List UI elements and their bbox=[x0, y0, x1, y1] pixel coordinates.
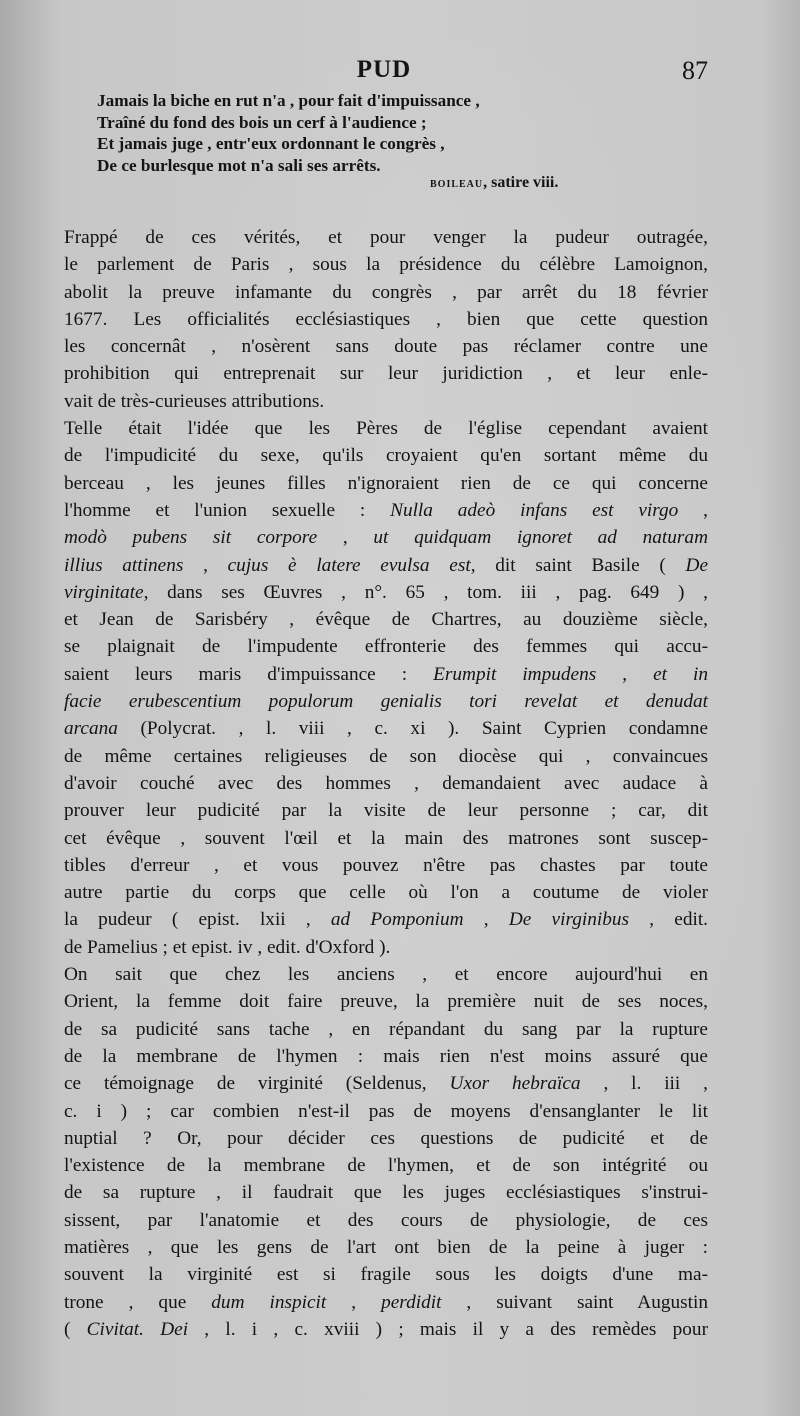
text-line bbox=[64, 661, 708, 688]
text-line bbox=[64, 1234, 708, 1261]
text-line bbox=[64, 879, 708, 906]
text-line bbox=[64, 279, 708, 306]
text-line bbox=[64, 1016, 708, 1043]
text-segment: Telle était l'idée que les Pères de l'église cependant avaient bbox=[64, 418, 708, 440]
running-head-title: PUD bbox=[356, 56, 412, 83]
text-segment: , bbox=[326, 1291, 382, 1313]
text-segment: , bbox=[678, 499, 708, 521]
text-segment: , l. i , c. xviii ) ; mais il y a des remèdes pour bbox=[188, 1318, 708, 1340]
italic-text: ut quidquam ignoret ad naturam bbox=[373, 527, 708, 549]
verse-line: Et jamais juge , entr'eux ordonnant le congrès , bbox=[97, 134, 445, 153]
text-line bbox=[64, 1152, 708, 1179]
italic-text: facie erubescentium populorum genialis tori revelat et denudat bbox=[64, 691, 708, 713]
text-segment: prohibition qui entreprenait sur leur juridiction , et leur enle- bbox=[64, 363, 708, 385]
epigraph-verse bbox=[97, 90, 567, 176]
text-segment: de l'impudicité du sexe, qu'ils croyaient qu'en sortant même du bbox=[64, 445, 708, 467]
text-segment: l'homme et l'union sexuelle : bbox=[64, 499, 391, 521]
text-line bbox=[64, 360, 708, 387]
text-segment: tibles d'erreur , et vous pouvez n'être pas chastes par toute bbox=[64, 854, 708, 876]
text-segment: le parlement de Paris , sous la présidence du célèbre Lamoignon, bbox=[64, 254, 708, 276]
text-line bbox=[64, 251, 708, 278]
text-segment: saient leurs maris d'impuissance : bbox=[64, 663, 434, 685]
text-line bbox=[64, 1043, 708, 1070]
verse-line: De ce burlesque mot n'a sali ses arrêts. bbox=[97, 155, 381, 175]
text-line bbox=[64, 1070, 708, 1097]
verse-line: Traîné du fond des bois un cerf à l'audience ; bbox=[97, 112, 427, 132]
epigraph-author: boileau bbox=[430, 176, 484, 191]
running-head bbox=[60, 56, 708, 92]
text-line bbox=[64, 1289, 708, 1316]
text-segment: berceau , les jeunes filles n'ignoraient rien de ce qui concerne bbox=[64, 472, 708, 494]
text-line bbox=[64, 224, 708, 251]
text-line bbox=[64, 415, 708, 442]
text-segment: autre partie du corps que celle où l'on a coutume de violer bbox=[64, 882, 708, 904]
text-line bbox=[64, 442, 708, 469]
text-segment: Orient, la femme doit faire preuve, la première nuit de ses noces, bbox=[64, 991, 708, 1013]
italic-text: dum inspicit bbox=[211, 1291, 327, 1313]
italic-text: De virginibus bbox=[508, 909, 630, 931]
italic-text: Uxor hebraïca bbox=[449, 1073, 581, 1095]
text-segment: vait de très-curieuses attributions. bbox=[64, 390, 325, 412]
text-line bbox=[64, 579, 708, 606]
text-line bbox=[64, 1098, 708, 1125]
text-line bbox=[64, 797, 708, 824]
text-segment: de la membrane de l'hymen : mais rien n'est moins assuré que bbox=[64, 1045, 708, 1067]
body-text bbox=[64, 224, 709, 1340]
text-line bbox=[64, 470, 708, 497]
text-segment: de sa pudicité sans tache , en répandant du sang par la rupture bbox=[64, 1018, 708, 1040]
text-line bbox=[64, 1179, 708, 1206]
text-line bbox=[64, 961, 708, 988]
text-segment: , edit. bbox=[629, 909, 709, 931]
text-segment: (Polycrat. , l. viii , c. xi ). Saint Cyprien condamne bbox=[117, 718, 708, 740]
text-line bbox=[64, 1207, 708, 1234]
text-line bbox=[64, 934, 708, 961]
italic-text: arcana bbox=[64, 718, 118, 740]
text-segment: c. i ) ; car combien n'est-il pas de moyens d'ensanglanter le lit bbox=[64, 1100, 708, 1122]
text-line bbox=[64, 1316, 708, 1343]
text-segment: , bbox=[596, 663, 654, 685]
text-line bbox=[64, 906, 708, 933]
text-segment: , bbox=[183, 554, 228, 576]
text-segment: de sa rupture , il faudrait que les juges ecclésiastiques s'instrui- bbox=[64, 1182, 708, 1204]
text-line bbox=[64, 988, 708, 1015]
text-segment: , dans ses Œuvres , n°. 65 , tom. iii , pag. 649 ) , bbox=[143, 581, 708, 603]
text-line bbox=[64, 1125, 708, 1152]
italic-text: Erumpit impudens bbox=[433, 663, 597, 685]
text-segment: , bbox=[317, 527, 374, 549]
text-segment: l'existence de la membrane de l'hymen, et de son intégrité ou bbox=[64, 1155, 708, 1177]
text-segment: matières , que les gens de l'art ont bien de la peine à juger : bbox=[64, 1236, 708, 1258]
text-segment: , dit saint Basile ( bbox=[470, 554, 686, 576]
italic-text: Civitat. Dei bbox=[86, 1318, 189, 1340]
text-segment: Frappé de ces vérités, et pour venger la pudeur outragée, bbox=[64, 227, 708, 248]
text-segment: ce témoignage de virginité (Seldenus, bbox=[64, 1073, 450, 1095]
text-line bbox=[64, 552, 708, 579]
italic-text: ad Pomponium bbox=[330, 909, 464, 931]
text-segment: , suivant saint Augustin bbox=[441, 1291, 709, 1313]
epigraph-source: , satire viii. bbox=[483, 174, 559, 191]
text-segment: 1677. Les officialités ecclésiastiques , bien que cette question bbox=[64, 308, 708, 330]
text-segment: prouver leur pudicité par la visite de leur personne ; car, dit bbox=[64, 800, 708, 822]
text-segment: abolit la preuve infamante du congrès , par arrêt du 18 février bbox=[64, 281, 708, 303]
text-segment: On sait que chez les anciens , et encore aujourd'hui en bbox=[64, 964, 708, 986]
text-segment: trone , que bbox=[64, 1291, 212, 1313]
text-line bbox=[64, 1261, 708, 1288]
italic-text: et in bbox=[653, 663, 708, 685]
text-segment: les concernât , n'osèrent sans doute pas réclamer contre une bbox=[64, 336, 708, 358]
text-segment: cet évêque , souvent l'œil et la main des matrones sont suscep- bbox=[64, 827, 708, 849]
text-segment: nuptial ? Or, pour décider ces questions de pudicité et de bbox=[64, 1127, 708, 1149]
text-segment: , bbox=[463, 909, 509, 931]
text-segment: , l. iii , bbox=[580, 1073, 708, 1095]
text-line bbox=[64, 606, 708, 633]
text-line bbox=[64, 333, 708, 360]
text-segment: ( bbox=[64, 1318, 87, 1340]
italic-text: cujus è latere evulsa est bbox=[227, 554, 471, 576]
text-line bbox=[64, 306, 708, 333]
italic-text: De bbox=[685, 554, 708, 576]
italic-text: illius attinens bbox=[64, 554, 184, 576]
text-line bbox=[64, 770, 708, 797]
text-line bbox=[64, 852, 708, 879]
text-line bbox=[64, 633, 708, 660]
text-segment: se plaignait de l'impudente effronterie des femmes qui accu- bbox=[64, 636, 708, 658]
italic-text: virginitate bbox=[64, 581, 144, 603]
verse-line: Jamais la biche en rut n'a , pour fait d'impuissance , bbox=[97, 91, 480, 110]
text-line bbox=[64, 388, 708, 415]
text-segment: de Pamelius ; et epist. iv , edit. d'Oxford ). bbox=[64, 936, 391, 958]
text-line bbox=[64, 688, 708, 715]
text-segment: sissent, par l'anatomie et des cours de physiologie, de ces bbox=[64, 1209, 708, 1231]
text-line bbox=[64, 743, 708, 770]
italic-text: Nulla adeò infans est virgo bbox=[390, 499, 679, 521]
text-line bbox=[64, 825, 708, 852]
page-number: 87 bbox=[682, 56, 708, 85]
text-line bbox=[64, 497, 708, 524]
text-segment: souvent la virginité est si fragile sous les doigts d'une ma- bbox=[64, 1264, 708, 1286]
text-line bbox=[64, 715, 708, 742]
epigraph-attribution bbox=[430, 174, 558, 192]
text-segment: d'avoir couché avec des hommes , demandaient avec audace à bbox=[64, 772, 708, 794]
text-segment: de même certaines religieuses de son diocèse qui , convaincues bbox=[64, 745, 708, 767]
text-line bbox=[64, 524, 708, 551]
italic-text: modò pubens sit corpore bbox=[64, 527, 318, 549]
italic-text: perdidit bbox=[381, 1291, 442, 1313]
text-segment: et Jean de Sarisbéry , évêque de Chartres, au douzième siècle, bbox=[64, 609, 708, 631]
text-segment: la pudeur ( epist. lxii , bbox=[64, 909, 331, 931]
